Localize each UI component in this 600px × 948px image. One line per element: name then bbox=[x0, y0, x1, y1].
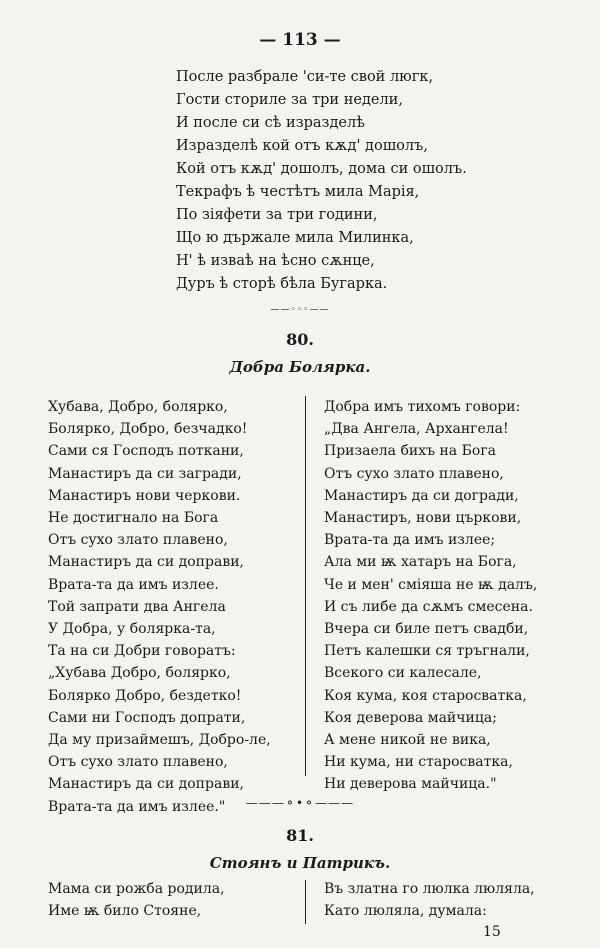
column-divider bbox=[305, 880, 306, 924]
verse-line: Манастиръ нови черкови. bbox=[48, 487, 241, 504]
verse-line: После разбрале 'си-те свой люгк, bbox=[176, 69, 434, 85]
verse-line: Н' ѣ изваѣ на ѣсно сѫнце, bbox=[176, 253, 375, 269]
verse-line: Дуръ ѣ сторѣ бѣла Бугарка. bbox=[176, 276, 388, 292]
verse-line: Хубава, Добро, болярко, bbox=[48, 399, 228, 415]
verse-line: Призаела бихъ на Бога bbox=[324, 443, 496, 460]
verse-line: Манастиръ да си доправи, bbox=[48, 776, 244, 793]
verse-line: Име ѭ било Стояне, bbox=[48, 903, 202, 920]
verse-column-left bbox=[48, 878, 225, 922]
verse-line: Мама си рожба родила, bbox=[48, 881, 225, 897]
verse-line: Текрафъ ѣ честѣтъ мила Марія, bbox=[176, 184, 420, 200]
verse-line: Врата-та да имъ излее." bbox=[48, 798, 226, 815]
verse-line: „Хубава Добро, болярко, bbox=[48, 665, 231, 682]
verse-line: Като люляла, думала: bbox=[324, 903, 487, 920]
song-number: 80. bbox=[286, 330, 314, 349]
verse-line: Добра имъ тихомъ говори: bbox=[324, 399, 521, 415]
verse-line: У Добра, у болярка-та, bbox=[48, 621, 216, 638]
verse-line: Сами ни Господъ допрати, bbox=[48, 709, 246, 726]
verse-line: Петъ калешки ся тръгнали, bbox=[324, 643, 530, 660]
verse-line: А мене никой не вика, bbox=[324, 732, 491, 749]
verse-line: „Два Ангела, Архангела! bbox=[324, 421, 509, 438]
verse-column-left bbox=[48, 396, 271, 818]
verse-line: Въ златна го люлка люляла, bbox=[324, 881, 535, 897]
song-number: 81. bbox=[286, 826, 314, 845]
verse-line: Всекого си калесале, bbox=[324, 665, 482, 682]
verse-line: Отъ сухо злато плавено, bbox=[48, 532, 228, 549]
verse-line: Манастиръ да си загради, bbox=[48, 465, 242, 482]
verse-line: Не достигнало на Бога bbox=[48, 510, 219, 527]
verse-line: Той запрати два Ангела bbox=[48, 598, 226, 615]
verse-line: Вчера си биле петъ свадби, bbox=[324, 621, 529, 638]
verse-line: Болярко, Добро, безчадко! bbox=[48, 421, 248, 438]
verse-line: Манастиръ да си доправи, bbox=[48, 554, 244, 571]
column-divider bbox=[305, 396, 306, 776]
verse-column-right bbox=[324, 396, 537, 796]
verse-line: Сами ся Господъ поткани, bbox=[48, 443, 244, 460]
verse-line: Ала ми ѭ хатаръ на Бога, bbox=[324, 554, 517, 571]
verse-line: Манастиръ да си догради, bbox=[324, 487, 519, 504]
verse-column-right bbox=[324, 878, 535, 922]
verse-line: Що ю държале мила Милинка, bbox=[176, 230, 414, 246]
section-ornament: ———⚬•⚬——— bbox=[245, 796, 355, 810]
verse-line: Ни деверова майчица." bbox=[324, 776, 497, 793]
verse-line: Отъ сухо злато плавено, bbox=[324, 465, 504, 482]
verse-line: Болярко Добро, бездетко! bbox=[48, 687, 242, 704]
verse-line: Гости сториле за три недели, bbox=[176, 92, 403, 108]
verse-line: И съ либе да сѫмъ смесена. bbox=[324, 598, 533, 615]
verse-line: Та на си Добри говоратъ: bbox=[48, 643, 236, 660]
verse-line: По зіяфети за три години, bbox=[176, 207, 378, 223]
verse-line: Изразделѣ кой отъ кѫд' дошолъ, bbox=[176, 138, 428, 154]
verse-line: Манастиръ, нови църкови, bbox=[324, 510, 522, 527]
intro-verse bbox=[176, 66, 556, 296]
verse-line: Че и мен' сміяша не ѭ далъ, bbox=[324, 576, 538, 593]
verse-line: Врата-та да имъ излее. bbox=[48, 576, 219, 593]
page-number: — 113 — bbox=[259, 30, 341, 50]
verse-line: Отъ сухо злато плавено, bbox=[48, 754, 228, 771]
verse-line: Кой отъ кѫд' дошолъ, дома си ошолъ. bbox=[176, 161, 467, 177]
verse-line: Коя деверова майчица; bbox=[324, 709, 497, 726]
song-title: Стоянъ и Патрикъ. bbox=[209, 854, 391, 872]
verse-line: Врата-та да имъ излее; bbox=[324, 532, 496, 549]
section-ornament: ——◦◦◦—— bbox=[270, 305, 330, 315]
verse-line: И после си сѣ изразделѣ bbox=[176, 115, 365, 131]
verse-line: Да му призаймешъ, Добро-ле, bbox=[48, 732, 271, 749]
verse-line: Ни кума, ни старосватка, bbox=[324, 754, 513, 771]
signature-mark: 15 bbox=[483, 924, 501, 940]
song-title: Добра Болярка. bbox=[229, 358, 371, 376]
verse-line: Коя кума, коя старосватка, bbox=[324, 687, 527, 704]
